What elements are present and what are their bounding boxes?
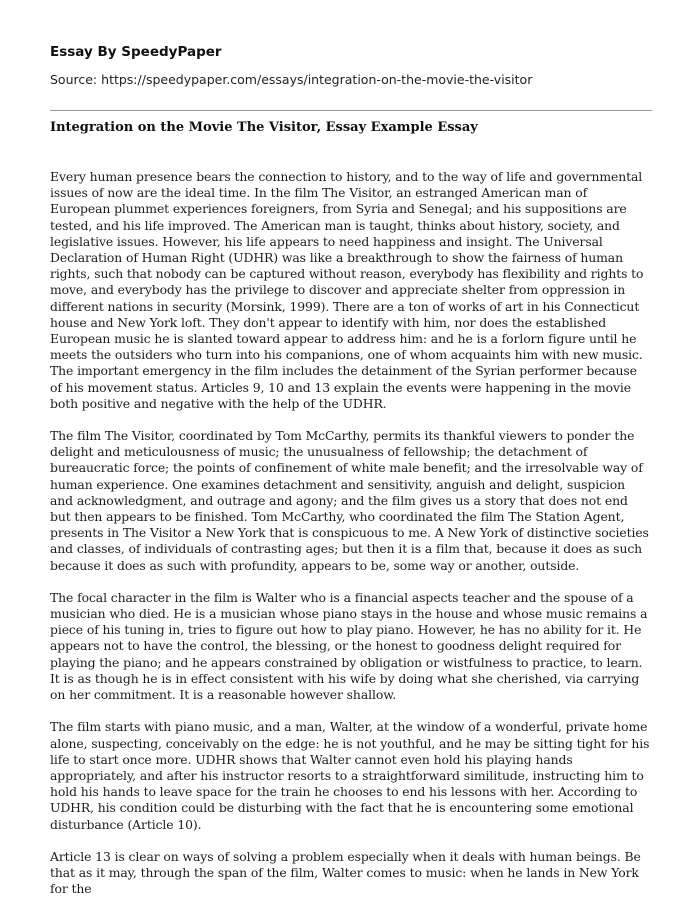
paragraph: The film starts with piano music, and a man, Walter, at the window of a wonderful, private home alone, suspecting, conceivably on the edge: he is not youthful, and he may be sitting tight for his life to start once more. UDHR shows that Walter cannot even hold his playing hands appropriately, and after his instructor resorts to a straightforward similitude, instructing him to hold his hands to leave space for the train he chooses to end his lessons with her. According to UDHR, his condition could be disturbing with the fact that he is encountering some emotional disturbance (Article 10). bbox=[50, 719, 650, 832]
source-line bbox=[50, 72, 532, 87]
paragraph: Every human presence bears the connection to history, and to the way of life and governmental issues of now are the ideal time. In the film The Visitor, an estranged American man of European plummet experiences foreigners, from Syria and Senegal; and his suppositions are tested, and his life improved. The American man is taught, thinks about history, society, and legislative issues. However, his life appears to need happiness and insight. The Universal Declaration of Human Right (UDHR) was like a breakthrough to show the fairness of human rights, such that nobody can be captured without reason, everybody has flexibility and rights to move, and everybody has the privilege to discover and appreciate shelter from oppression in different nations in security (Morsink, 1999). There are a ton of works of art in his Connecticut house and New York loft. They don't appear to identify with him, nor does the established European music he is slanted toward appear to address him: and he is a forlorn figure until he meets the outsiders who turn into his companions, one of whom acquaints him with new music. The important emergency in the film includes the detainment of the Syrian performer because of his movement status. Articles 9, 10 and 13 explain the events were happening in the movie both positive and negative with the help of the UDHR. bbox=[50, 169, 644, 411]
essay-brand-heading: Essay By SpeedyPaper bbox=[50, 44, 222, 60]
source-label: Source: bbox=[50, 72, 98, 87]
paragraph: The focal character in the film is Walter who is a financial aspects teacher and the spouse of a musician who died. He is a musician whose piano stays in the house and whose music remains a piece of his tuning in, tries to figure out how to play piano. However, he has no ability for it. He appears not to have the control, the blessing, or the honest to goodness delight required for playing the piano; and he appears constrained by obligation or wistfulness to practice, to learn. It is as though he is in effect consistent with his wife by doing what she cherished, via carrying on her commitment. It is a reasonable however shallow. bbox=[50, 589, 648, 703]
paragraph: The film The Visitor, coordinated by Tom McCarthy, permits its thankful viewers to ponder the delight and meticulousness of music; the unusualness of fellowship; the detachment of bureaucratic force; the points of confinement of white male benefit; and the irresolvable way of human experience. One examines detachment and sensitivity, anguish and delight, suspicion and acknowledgment, and outrage and agony; and the film gives us a story that does not end but then appears to be finished. Tom McCarthy, who coordinated the film The Station Agent, presents in The Visitor a New York that is conspicuous to me. A New York of distinctive societies and classes, of individuals of contrasting ages; but then it is a film that, because it does as such because it does as such with profundity, appears to be, some way or another, outside. bbox=[50, 428, 649, 573]
essay-title: Integration on the Movie The Visitor, Essay Example Essay bbox=[50, 120, 478, 135]
source-url[interactable]: https://speedypaper.com/essays/integration-on-the-movie-the-visitor bbox=[101, 72, 533, 87]
paragraph: Article 13 is clear on ways of solving a problem especially when it deals with human beings. Be that as it may, through the span of the film, Walter comes to music: when he lands in New York for the bbox=[50, 848, 641, 897]
essay-body bbox=[50, 169, 650, 913]
header-divider bbox=[50, 110, 652, 111]
